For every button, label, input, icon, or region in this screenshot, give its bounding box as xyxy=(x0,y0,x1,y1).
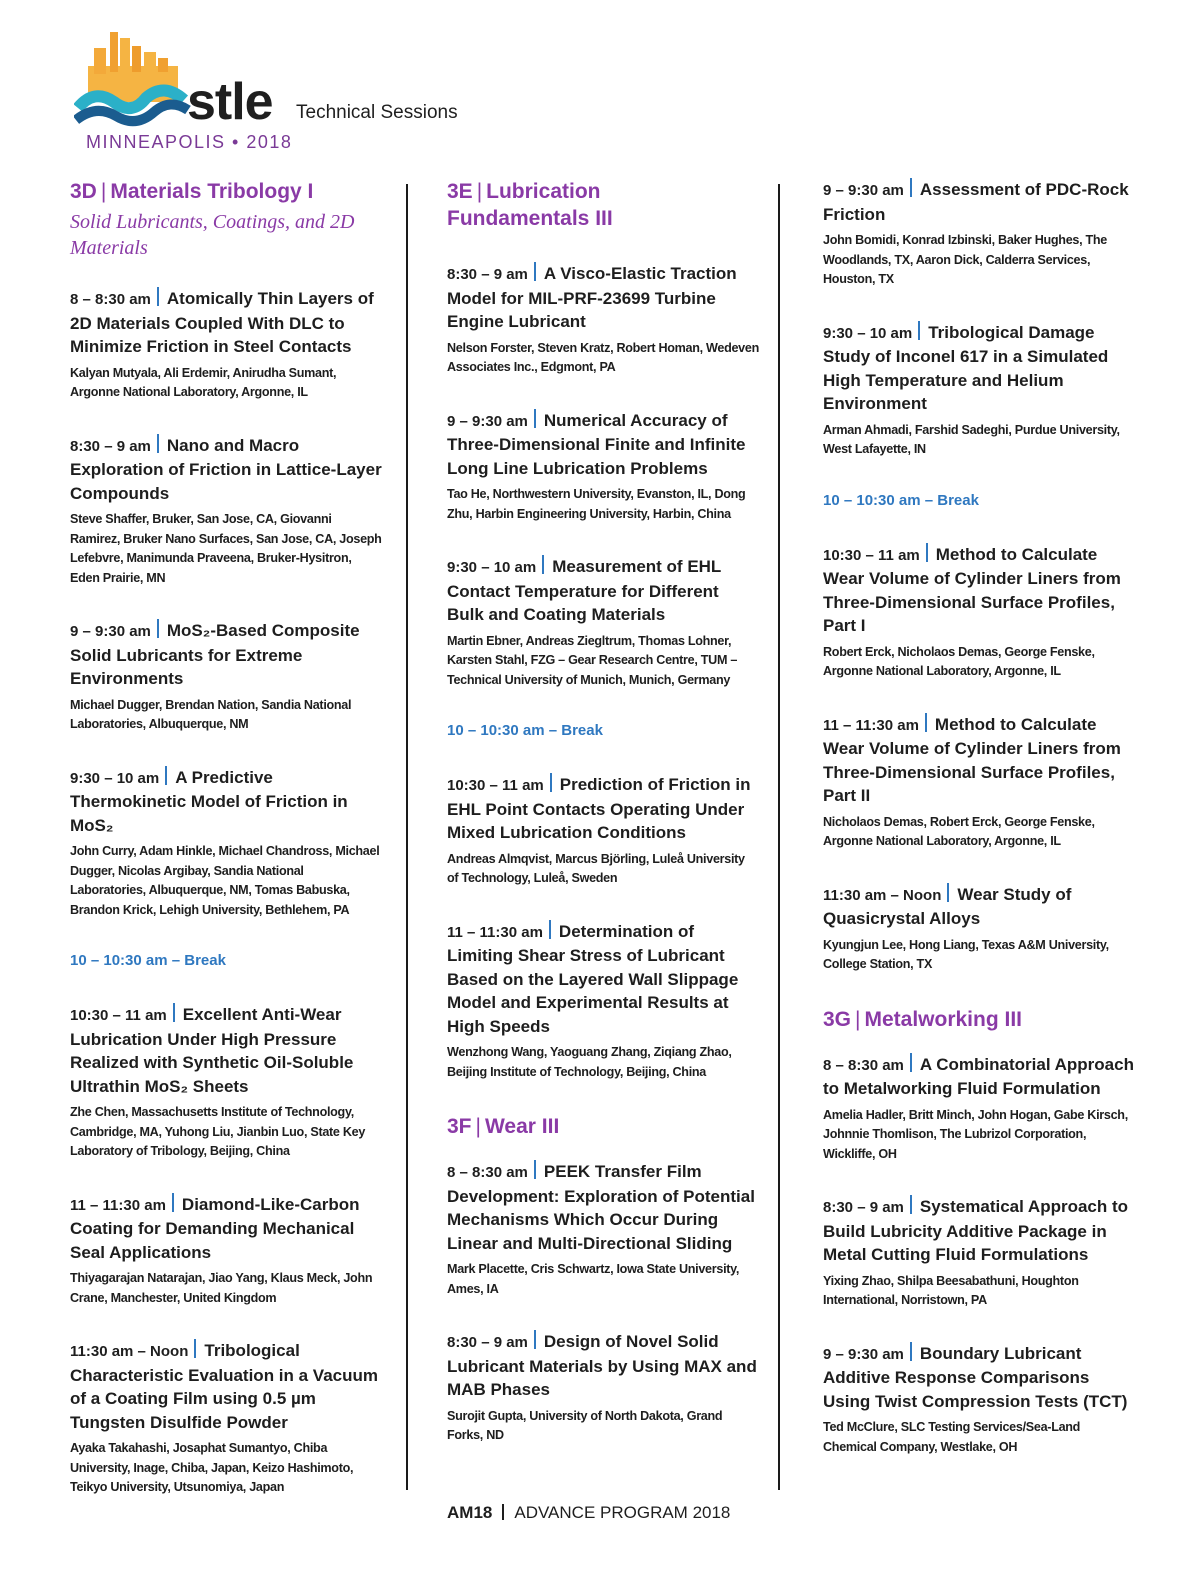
talk-time: 8:30 – 9 am xyxy=(823,1199,904,1216)
talk-title: Nano and Macro Exploration of Friction in Lattice-Layer Compounds xyxy=(70,435,382,503)
divider-bar xyxy=(173,1003,175,1022)
talk-title: Prediction of Friction in EHL Point Contacts Operating Under Mixed Lubrication Conditions xyxy=(447,775,751,842)
talk-title: Assessment of PDC-Rock Friction xyxy=(823,180,1129,224)
track-header: 3G | Metalworking III xyxy=(823,1007,1023,1031)
talk-authors: John Bomidi, Konrad Izbinski, Baker Hughes, The Woodlands, TX, Aaron Dick, Calderra Services, Houston, TX xyxy=(823,233,1107,286)
talk-time: 10:30 – 11 am xyxy=(70,1007,167,1024)
talk-heading xyxy=(823,543,1135,638)
talk-entry xyxy=(447,409,759,525)
talk-title: A Combinatorial Approach to Metalworking Fluid Formulation xyxy=(823,1054,1134,1098)
stle-logo-icon xyxy=(74,24,194,128)
divider-bar xyxy=(910,1053,912,1072)
talk-time: 8:30 – 9 am xyxy=(70,437,151,455)
talk-title: Design of Novel Solid Lubricant Materials by Using MAX and MAB Phases xyxy=(447,1332,757,1399)
talk-entry xyxy=(823,543,1135,682)
break-label: 10 – 10:30 am – Break xyxy=(447,722,603,739)
track-code: 3F xyxy=(447,1115,472,1138)
talk-entry xyxy=(447,920,759,1083)
divider-bar xyxy=(157,287,159,306)
talk-entry xyxy=(823,883,1135,975)
talk-heading xyxy=(70,434,382,506)
talk-title: MoS₂-Based Composite Solid Lubricants for Extreme Environments xyxy=(70,621,360,688)
talk-title: Systematical Approach to Build Lubricity Additive Package in Metal Cutting Fluid Formulations xyxy=(823,1197,1129,1264)
talk-authors: Yixing Zhao, Shilpa Beesabathuni, Houghton International, Norristown, PA xyxy=(823,1273,1079,1307)
column-divider xyxy=(778,184,780,1490)
track-name: Lubrication Fundamentals III xyxy=(447,180,613,230)
talk-heading xyxy=(70,287,382,359)
divider-bar xyxy=(165,766,167,785)
talk-title: Atomically Thin Layers of 2D Materials Coupled With DLC to Minimize Friction in Steel Contacts xyxy=(70,289,374,356)
talk-title: Determination of Limiting Shear Stress of Lubricant Based on the Layered Wall Slippage Model and Experimental Results at High Speeds xyxy=(447,921,739,1036)
talk-entry xyxy=(823,713,1135,852)
talk-heading xyxy=(823,178,1135,226)
talk-time: 9:30 – 10 am xyxy=(70,769,160,787)
talk-heading xyxy=(70,619,382,691)
divider-bar xyxy=(157,434,159,453)
track-header: 3D | Materials Tribology I xyxy=(70,180,314,203)
talk-authors: Michael Dugger, Brendan Nation, Sandia National Laboratories, Albuquerque, NM xyxy=(70,697,352,731)
talk-heading xyxy=(823,713,1135,808)
talk-heading xyxy=(70,766,382,838)
talk-entry xyxy=(447,773,759,889)
talk-time: 9:30 – 10 am xyxy=(823,324,913,342)
divider-bar xyxy=(542,555,544,574)
talk-heading xyxy=(447,555,759,627)
talk-heading xyxy=(823,321,1135,416)
break-label: 10 – 10:30 am – Break xyxy=(823,491,979,509)
talk-time: 9 – 9:30 am xyxy=(447,412,528,430)
divider-bar xyxy=(918,321,920,340)
talk-entry xyxy=(823,321,1135,460)
talk-heading xyxy=(823,1053,1135,1101)
talk-title: Numerical Accuracy of Three-Dimensional Finite and Infinite Long Line Lubrication Problems xyxy=(447,410,746,478)
talk-authors: Thiyagarajan Natarajan, Jiao Yang, Klaus Meck, John Crane, Manchester, United Kingdom xyxy=(70,1271,373,1305)
talk-entry xyxy=(447,1330,759,1446)
talk-time: 9 – 9:30 am xyxy=(823,182,904,199)
talk-heading xyxy=(447,773,759,845)
divider-bar xyxy=(157,619,159,638)
talk-time: 8:30 – 9 am xyxy=(447,1334,528,1351)
talk-authors: Ted McClure, SLC Testing Services/Sea-Land Chemical Company, Westlake, OH xyxy=(823,1420,1081,1454)
talk-time: 11 – 11:30 am xyxy=(823,716,919,734)
talk-heading xyxy=(447,262,759,334)
divider-bar xyxy=(910,178,912,197)
city-year: MINNEAPOLIS • 2018 xyxy=(86,132,293,152)
talk-heading xyxy=(823,883,1135,931)
track-header: 3E | Lubrication Fundamentals III xyxy=(447,180,613,230)
talk-heading xyxy=(823,1342,1135,1414)
talk-heading xyxy=(447,920,759,1039)
talk-time: 9 – 9:30 am xyxy=(823,1345,904,1363)
column-1 xyxy=(70,178,382,1529)
talk-authors: Arman Ahmadi, Farshid Sadeghi, Purdue University, West Lafayette, IN xyxy=(823,422,1120,456)
talk-authors: Kalyan Mutyala, Ali Erdemir, Anirudha Sumant, Argonne National Laboratory, Argonne, IL xyxy=(70,365,337,399)
talk-authors: Surojit Gupta, University of North Dakota, Grand Forks, ND xyxy=(447,1408,723,1442)
talk-title: Diamond-Like-Carbon Coating for Demanding Mechanical Seal Applications xyxy=(70,1194,360,1262)
divider-bar xyxy=(910,1195,912,1214)
talk-authors: John Curry, Adam Hinkle, Michael Chandross, Michael Dugger, Nicolas Argibay, Sandia National Laboratories, Albuquerque, NM, Tomas Babuska, Brandon Krick, Lehigh University, Bethlehem, PA xyxy=(70,844,380,917)
footer-program: ADVANCE PROGRAM 2018 xyxy=(514,1503,731,1522)
talk-authors: Tao He, Northwestern University, Evanston, IL, Dong Zhu, Harbin Engineering University, Harbin, China xyxy=(447,487,746,521)
talk-authors: Amelia Hadler, Britt Minch, John Hogan, Gabe Kirsch, Johnnie Thomlison, The Lubrizol Corporation, Wickliffe, OH xyxy=(823,1107,1128,1161)
talk-authors: Ayaka Takahashi, Josaphat Sumantyo, Chiba University, Inage, Chiba, Japan, Keizo Hashimoto, Teikyo University, Utsunomiya, Japan xyxy=(70,1441,354,1494)
divider-bar xyxy=(549,920,551,939)
column-3 xyxy=(823,178,1135,1488)
talk-entry xyxy=(447,555,759,690)
divider-bar xyxy=(550,773,552,792)
talk-title: A Predictive Thermokinetic Model of Friction in MoS₂ xyxy=(70,767,348,835)
talk-entry xyxy=(447,1160,759,1299)
talk-entry xyxy=(447,262,759,378)
divider-bar xyxy=(947,883,949,902)
track-name: Materials Tribology I xyxy=(110,180,314,203)
talk-time: 8 – 8:30 am xyxy=(823,1056,904,1074)
talk-entry xyxy=(823,1342,1135,1458)
talk-authors: Robert Erck, Nicholaos Demas, George Fenske, Argonne National Laboratory, Argonne, IL xyxy=(823,644,1095,678)
footer-am: AM18 xyxy=(447,1503,493,1522)
talk-authors: Nelson Forster, Steven Kratz, Robert Homan, Wedeven Associates Inc., Edgmont, PA xyxy=(447,340,759,374)
talk-heading xyxy=(447,1160,759,1255)
divider-bar xyxy=(534,1160,536,1179)
talk-heading xyxy=(823,1195,1135,1267)
talk-authors: Mark Placette, Cris Schwartz, Iowa State University, Ames, IA xyxy=(447,1262,740,1296)
talk-time: 11:30 am – Noon xyxy=(823,886,942,904)
track-code: 3D xyxy=(70,180,97,203)
track-name: Wear III xyxy=(484,1115,560,1138)
talk-time: 11 – 11:30 am xyxy=(70,1196,166,1214)
talk-authors: Steve Shaffer, Bruker, San Jose, CA, Giovanni Ramirez, Bruker Nano Surfaces, San Jose, CA, Joseph Lefebvre, Manimunda Praveena, Bruker-Hysitron, Eden Prairie, MN xyxy=(70,512,382,585)
talk-entry xyxy=(823,1195,1135,1311)
talk-time: 11 – 11:30 am xyxy=(447,923,543,941)
talk-entry xyxy=(823,1053,1135,1165)
talk-title: Measurement of EHL Contact Temperature for Different Bulk and Coating Materials xyxy=(447,557,722,624)
divider-bar xyxy=(534,409,536,428)
divider-bar xyxy=(910,1342,912,1361)
talk-time: 8 – 8:30 am xyxy=(447,1164,528,1181)
talk-entry xyxy=(70,766,382,921)
talk-time: 11:30 am – Noon xyxy=(70,1343,189,1360)
talk-authors: Zhe Chen, Massachusetts Institute of Technology, Cambridge, MA, Yuhong Liu, Jianbin Luo, State Key Laboratory of Tribology, Beijing, China xyxy=(70,1105,366,1158)
track-subtitle: Solid Lubricants, Coatings, and 2D Materials xyxy=(70,211,355,259)
talk-time: 9:30 – 10 am xyxy=(447,559,537,576)
divider-bar xyxy=(534,262,536,281)
divider-bar xyxy=(925,713,927,732)
talk-time: 10:30 – 11 am xyxy=(447,777,544,794)
talk-title: Tribological Characteristic Evaluation in a Vacuum of a Coating Film using 0.5 µm Tungsten Disulfide Powder xyxy=(70,1341,379,1432)
talk-title: Boundary Lubricant Additive Response Comparisons Using Twist Compression Tests (TCT) xyxy=(823,1343,1128,1411)
talk-title: A Visco-Elastic Traction Model for MIL-PRF-23699 Turbine Engine Lubricant xyxy=(447,264,737,331)
footer xyxy=(447,1503,730,1523)
track-name: Metalworking III xyxy=(864,1007,1023,1031)
talk-title: Method to Calculate Wear Volume of Cylinder Liners from Three-Dimensional Surface Profiles, Part II xyxy=(823,714,1121,805)
talk-authors: Andreas Almqvist, Marcus Björling, Luleå University of Technology, Luleå, Sweden xyxy=(447,851,745,885)
tagline: Technical Sessions xyxy=(296,102,458,123)
talk-title: PEEK Transfer Film Development: Exploration of Potential Mechanisms Which Occur During Linear and Multi-Directional Sliding xyxy=(447,1162,755,1253)
track-code: 3G xyxy=(823,1007,852,1031)
brand-name: stle xyxy=(187,73,273,131)
talk-heading xyxy=(70,1193,382,1265)
track-header: 3F | Wear III xyxy=(447,1115,560,1138)
talk-heading xyxy=(447,1330,759,1402)
divider-bar xyxy=(534,1330,536,1349)
talk-heading xyxy=(70,1339,382,1434)
talk-heading xyxy=(70,1003,382,1098)
talk-title: Tribological Damage Study of Inconel 617 in a Simulated High Temperature and Helium Environment xyxy=(823,322,1109,413)
talk-entry xyxy=(70,1193,382,1309)
talk-time: 10:30 – 11 am xyxy=(823,546,920,564)
talk-title: Wear Study of Quasicrystal Alloys xyxy=(823,884,1072,928)
talk-entry xyxy=(823,178,1135,290)
divider-bar xyxy=(194,1339,196,1358)
talk-entry xyxy=(70,1003,382,1162)
column-divider xyxy=(406,184,408,1490)
talk-entry xyxy=(70,434,382,589)
talk-authors: Kyungjun Lee, Hong Liang, Texas A&M University, College Station, TX xyxy=(823,937,1109,971)
break-label: 10 – 10:30 am – Break xyxy=(70,952,226,969)
header xyxy=(74,24,514,164)
talk-authors: Wenzhong Wang, Yaoguang Zhang, Ziqiang Zhao, Beijing Institute of Technology, Beijing, China xyxy=(447,1045,732,1079)
divider-bar xyxy=(926,543,928,562)
talk-time: 9 – 9:30 am xyxy=(70,623,151,640)
column-2 xyxy=(447,178,759,1477)
track-code: 3E xyxy=(447,180,473,203)
talk-title: Method to Calculate Wear Volume of Cylinder Liners from Three-Dimensional Surface Profiles, Part I xyxy=(823,544,1121,635)
talk-entry xyxy=(70,1339,382,1498)
talk-time: 8:30 – 9 am xyxy=(447,266,528,283)
talk-entry xyxy=(70,287,382,403)
divider-bar xyxy=(172,1193,174,1212)
talk-entry xyxy=(70,619,382,735)
talk-authors: Nicholaos Demas, Robert Erck, George Fenske, Argonne National Laboratory, Argonne, IL xyxy=(823,814,1095,848)
talk-authors: Martin Ebner, Andreas Ziegltrum, Thomas Lohner, Karsten Stahl, FZG – Gear Research Centre, TUM – Technical University of Munich, Munich, Germany xyxy=(447,633,738,687)
talk-heading xyxy=(447,409,759,481)
talk-time: 8 – 8:30 am xyxy=(70,291,151,308)
talk-title: Excellent Anti-Wear Lubrication Under High Pressure Realized with Synthetic Oil-Soluble Ultrathin MoS₂ Sheets xyxy=(70,1005,354,1096)
